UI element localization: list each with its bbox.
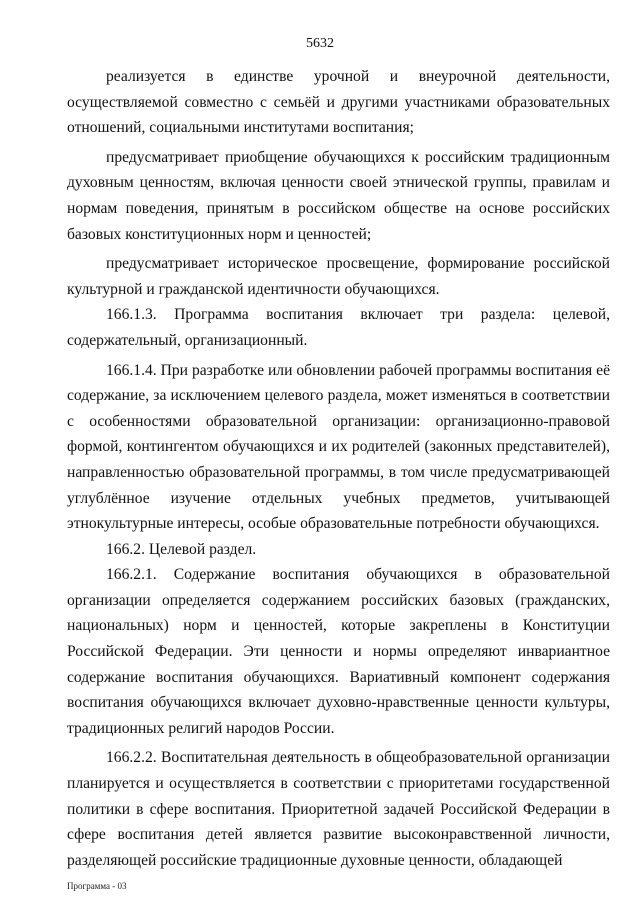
paragraph-3: предусматривает историческое просвещение, формирование российской культурной и гражданской идентичности обучающихся.: [67, 255, 610, 298]
paragraph-4: 166.1.3. Программа воспитания включает три раздела: целевой, содержательный, организационный.: [67, 306, 610, 349]
paragraph-5: 166.1.4. При разработке или обновлении рабочей программы воспитания её содержание, за исключением целевого раздела, может изменяться в соответствии с особенностями образовательной организации: организационно-правовой формой, контингентом обучающихся и их родителей (законных представителей), направленностью образовательной программы, в том числе предусматривающей углублённое изучение отдельных учебных предметов, учитывающей этнокультурные интересы, особые образовательные потребности обучающихся.: [67, 361, 610, 533]
paragraph-7: 166.2.2. Воспитательная деятельность в общеобразовательной организации планируется и осуществляется в соответствии с приоритетами государственной политики в сфере воспитания. Приоритетной задачей Российской Федерации в сфере воспитания детей является развитие высоконравственной личности, разделяющей российские традиционные духовные ценности, обладающей: [67, 749, 610, 869]
page-number: 5632: [306, 36, 334, 51]
paragraph-1: реализуется в единстве урочной и внеурочной деятельности, осуществляемой совместно с семьёй и другими участниками образовательных отношений, социальными институтами воспитания;: [67, 68, 610, 137]
body-text: [67, 64, 610, 873]
footer-note: Программа - 03: [67, 881, 127, 891]
paragraph-2: предусматривает приобщение обучающихся к российским традиционным духовным ценностям, включая ценности своей этнической группы, правилам и нормам поведения, принятым в российском обществе на основе российских базовых конституционных норм и ценностей;: [67, 148, 610, 243]
paragraph-6: 166.2.1. Содержание воспитания обучающихся в образовательной организации определяется содержанием российских базовых (гражданских, национальных) норм и ценностей, которые закреплены в Конституции Российской Федерации. Эти ценности и нормы определяют инвариантное содержание воспитания обучающихся. Вариативный компонент содержания воспитания обучающихся включает духовно-нравственные ценности культуры, традиционных религий народов России.: [67, 566, 610, 737]
section-heading: 166.2. Целевой раздел.: [106, 540, 257, 558]
